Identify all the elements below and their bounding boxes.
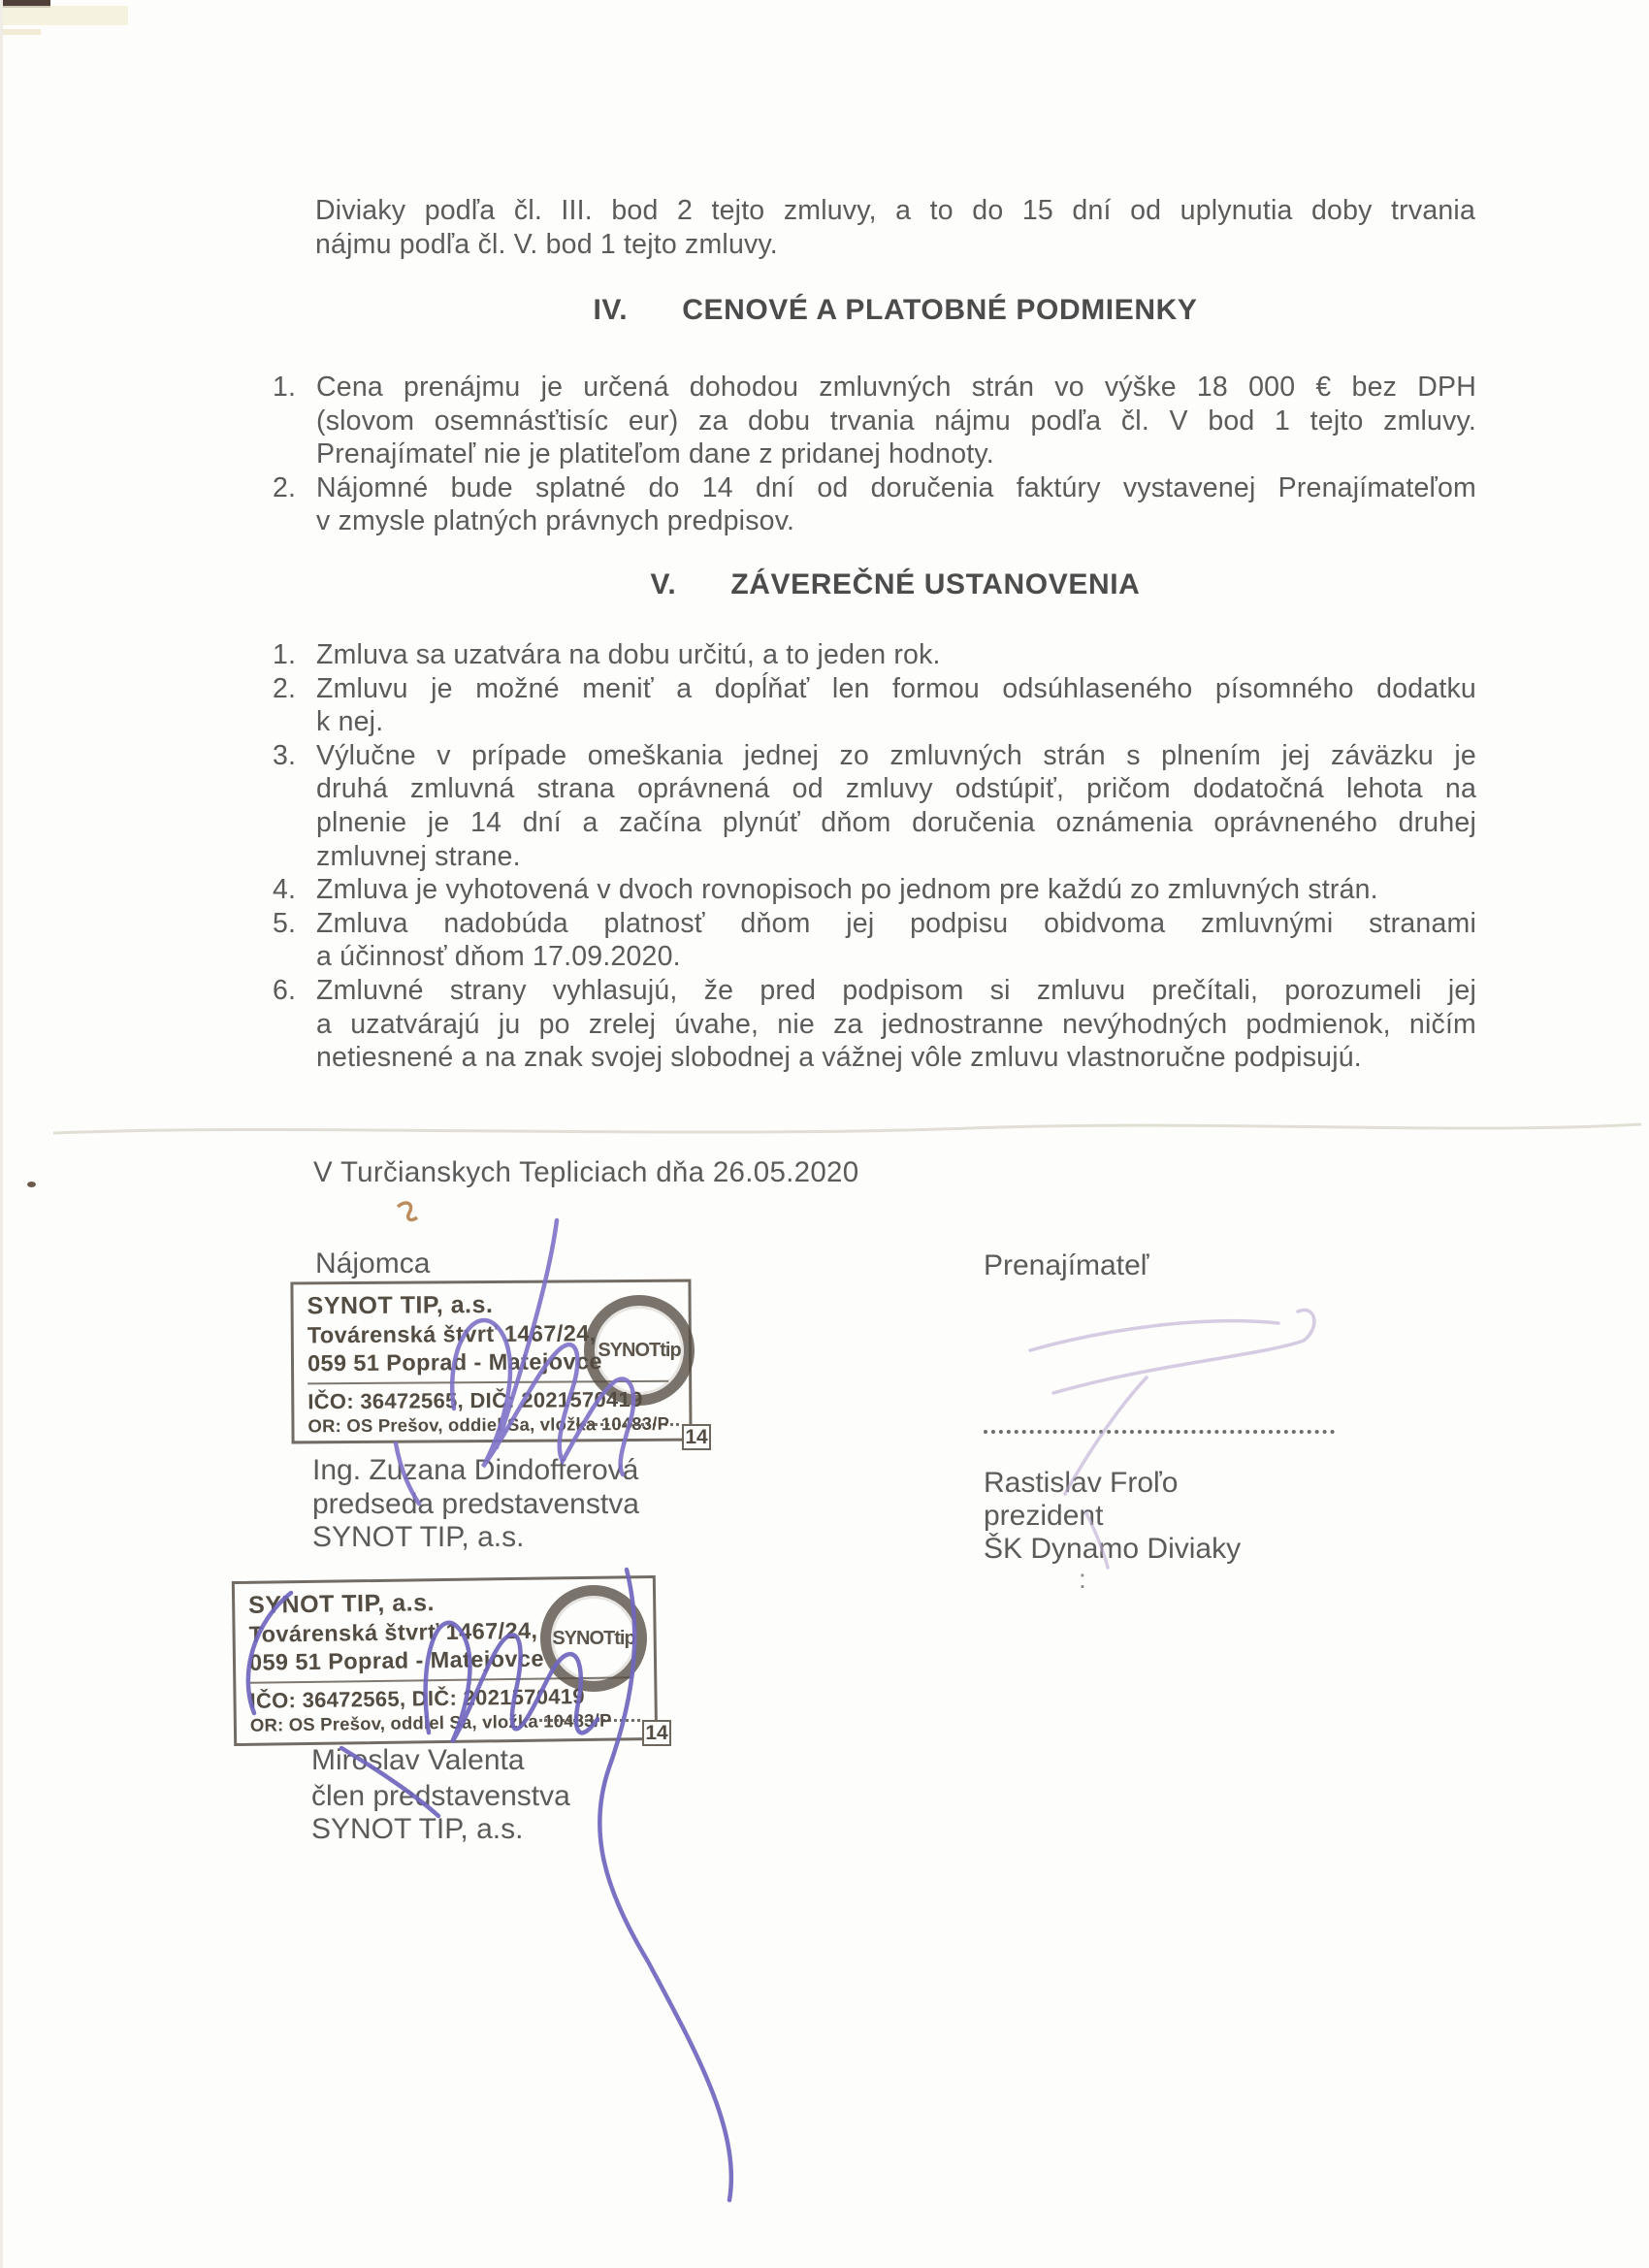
section-v-numeral: V. [650, 568, 677, 600]
item-line: zmluvnej strane. [316, 840, 521, 872]
stamp-company-name: SYNOT TIP, a.s. [307, 1290, 494, 1320]
signatory-org: SYNOT TIP, a.s. [311, 1813, 524, 1845]
list-item [273, 907, 1476, 974]
item-line: k nej. [316, 706, 384, 738]
item-line: druhá zmluvná strana oprávnená od zmluvy odstúpiť, pričom dodatočná lehota na [316, 773, 1476, 805]
stamp-registration-line: OR: OS Prešov, oddiel Sa, vložka 10483/P [307, 1412, 670, 1437]
round-seal [584, 1295, 695, 1406]
stamp-address-line: 059 51 Poprad - Matejovce [307, 1348, 602, 1377]
item-text [316, 974, 1476, 1075]
stamp-registration-line: IČO: 36472565, DIČ: 2021570419 [307, 1386, 643, 1414]
item-text [316, 471, 1476, 538]
list-item [273, 739, 1476, 873]
item-text [316, 672, 1476, 739]
item-line: Zmluvné strany vyhlasujú, že pred podpisom si zmluvu prečítali, porozumeli jej [316, 974, 1476, 1006]
stamp-company-name: SYNOT TIP, a.s. [247, 1589, 436, 1619]
intro-line: nájmu podľa čl. V. bod 1 tejto zmluvy. [315, 228, 778, 260]
item-line: a účinnosť dňom 17.09.2020. [316, 941, 681, 973]
list-item [273, 672, 1476, 739]
item-number: 6. [273, 974, 297, 1006]
scan-edge-line [0, 0, 3, 2268]
item-line: a uzatvárajú ju po zrelej úvahe, nie za jednostranne nevýhodných podmienok, ničím [316, 1008, 1476, 1040]
scan-colon-mark: : [1079, 1564, 1086, 1594]
landlord-signature-line [984, 1430, 1335, 1434]
item-line: Zmluvu je možné meniť a dopĺňať len formou odsúhlaseného písomného dodatku [316, 672, 1476, 704]
stamp-registration-line: IČO: 36472565, DIČ: 2021570419 [249, 1683, 586, 1713]
item-line: Zmluva sa uzatvára na dobu určitú, a to jeden rok. [316, 639, 941, 670]
stamp-address-line: Továrenská štvrť 1467/24, [307, 1320, 597, 1348]
section-iv-title: CENOVÉ A PLATOBNÉ PODMIENKY [682, 294, 1198, 326]
fold-line [53, 1124, 1641, 1133]
signatory-name: Rastislav Froľo [984, 1467, 1179, 1499]
landlord-label: Prenajímateľ [984, 1249, 1149, 1281]
seal-text: SYNOTtip [598, 1339, 681, 1361]
item-line: Prenajímateľ nie je platiteľom dane z pridanej hodnoty. [316, 438, 994, 470]
stamp-registration-line: OR: OS Prešov, oddiel Sa, vložka 10483/P [249, 1709, 612, 1735]
signatory-org: SYNOT TIP, a.s. [312, 1521, 525, 1553]
stamp-number-badge: 14 [682, 1424, 711, 1450]
signatory-name: Miroslav Valenta [311, 1744, 525, 1776]
item-text [316, 739, 1476, 873]
dateline: V Turčianskych Tepliciach dňa 26.05.2020 [313, 1156, 859, 1188]
stamp-dotted-trail [576, 1423, 679, 1426]
item-text [316, 638, 1476, 672]
seal-text: SYNOTtip [552, 1627, 635, 1649]
item-line: (slovom osemnásťtisíc eur) za dobu trvania nájmu podľa čl. V bod 1 tejto zmluvy. [316, 405, 1476, 437]
signatory-org: ŠK Dynamo Diviaky [984, 1533, 1242, 1565]
item-line: plnenie je 14 dní a začína plynúť dňom doručenia oznámenia oprávneného druhej [316, 806, 1476, 838]
list-item [273, 471, 1476, 538]
item-number: 4. [273, 874, 297, 906]
stamp-address-line: Továrenská štvrť 1467/24, [248, 1617, 538, 1647]
round-seal [540, 1585, 647, 1692]
item-line: Nájomné bude splatné do 14 dní od doručenia faktúry vystavenej Prenajímateľom [316, 471, 1476, 503]
signatory-role: člen predstavenstva [311, 1780, 570, 1812]
section-v-title: ZÁVEREČNÉ USTANOVENIA [730, 568, 1141, 600]
intro-line: Diviaky podľa čl. III. bod 2 tejto zmluvy, a to do 15 dní od uplynutia doby trvania [315, 195, 1475, 226]
scan-artifact-cream-band [0, 6, 128, 25]
item-line: v zmysle platných právnych predpisov. [316, 505, 795, 537]
scan-artifact-cream-dash [0, 29, 41, 35]
item-number: 1. [273, 372, 297, 403]
item-text [316, 873, 1476, 907]
stamp-dotted-trail [539, 1719, 640, 1722]
list-item [273, 974, 1476, 1075]
section-v-heading [315, 568, 1475, 601]
intro-paragraph [315, 194, 1475, 261]
item-number: 2. [273, 672, 297, 704]
item-line: netiesnené a na znak svojej slobodnej a vážnej vôle zmluvu vlastnoručne podpisujú. [316, 1042, 1362, 1074]
item-line: Cena prenájmu je určená dohodou zmluvných strán vo výške 18 000 € bez DPH [316, 372, 1476, 403]
signatory-name: Ing. Zuzana Dindofferová [312, 1454, 639, 1486]
stamp-address-line: 059 51 Poprad - Matejovce [248, 1645, 545, 1675]
list-item [273, 371, 1476, 471]
tenant-label: Nájomca [315, 1247, 431, 1280]
item-number: 2. [273, 471, 297, 503]
item-number: 1. [273, 639, 297, 670]
scan-orange-curl [398, 1203, 417, 1219]
list-item [273, 873, 1476, 907]
section-iv-list [273, 371, 1476, 538]
item-line: Zmluva nadobúda platnosť dňom jej podpisu obidvoma zmluvnými stranami [316, 907, 1476, 939]
item-number: 5. [273, 907, 297, 939]
stamp-number-badge: 14 [642, 1720, 671, 1746]
section-iv-heading [315, 294, 1475, 327]
section-v-list [273, 638, 1476, 1075]
item-line: Zmluva je vyhotovená v dvoch rovnopisoch po jednom pre každú zo zmluvných strán. [316, 874, 1378, 906]
item-text [316, 371, 1476, 471]
item-number: 3. [273, 739, 297, 771]
item-line: Výlučne v prípade omeškania jednej zo zmluvných strán s plnením jej záväzku je [316, 739, 1476, 771]
signatory-role: prezident [984, 1500, 1104, 1532]
list-item [273, 638, 1476, 672]
signatory-role: predseda predstavenstva [312, 1488, 639, 1520]
item-text [316, 907, 1476, 974]
scan-speck [27, 1182, 36, 1187]
section-iv-numeral: IV. [593, 294, 629, 326]
